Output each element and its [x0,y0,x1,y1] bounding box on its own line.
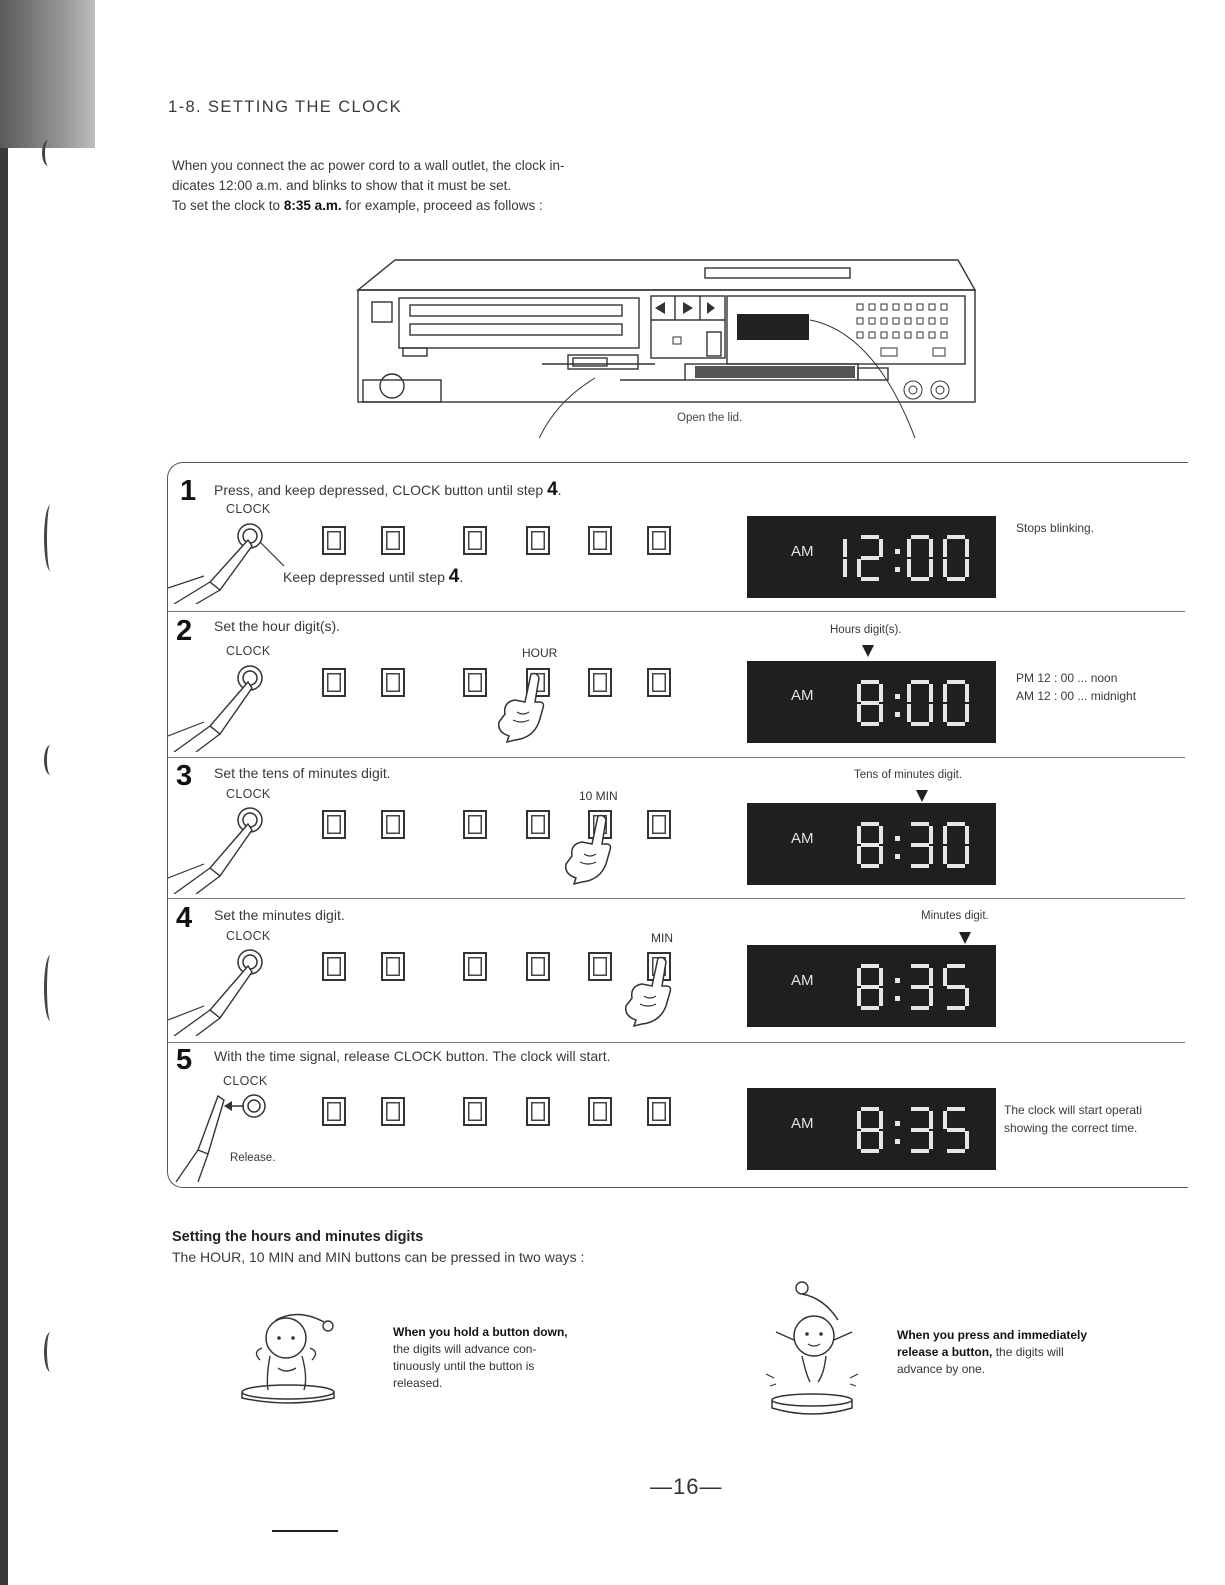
digit-segment [857,684,861,702]
remote-button[interactable] [526,810,550,839]
clock-button-label: CLOCK [226,644,271,658]
caption-arrow-icon [862,645,874,657]
digit-segment [911,1107,929,1111]
jumping-child-illustration [762,1278,870,1418]
am-indicator: AM [791,687,814,704]
remote-button[interactable] [588,526,612,555]
digit-segment [861,1149,879,1153]
colon-dot [895,694,900,699]
digit-segment [911,822,929,826]
digit-segment [857,1131,861,1149]
digit-segment [911,680,929,684]
digit-segment [947,535,965,539]
digit-segment [947,822,965,826]
digit-segment [929,968,933,986]
digit-segment [911,1149,929,1153]
digit-segment [947,1149,965,1153]
digit-segment [879,539,883,557]
step-3 [176,762,192,791]
clock-button-label: CLOCK [226,787,271,801]
seven-segment-time [819,813,994,877]
digit-segment [861,964,879,968]
digit-segment [911,535,929,539]
vcr-illustration [355,258,980,438]
digit-segment [943,704,947,722]
digit-segment [861,680,879,684]
digit-segment [965,704,969,722]
remote-button[interactable] [526,526,550,555]
clock-start-note: The clock will start operati [1004,1103,1143,1117]
seven-segment-time [819,671,994,735]
digit-segment [965,684,969,702]
remote-button[interactable] [588,952,612,981]
remote-button[interactable] [463,526,487,555]
digit-segment [879,988,883,1006]
digit-segment [965,559,969,577]
digit-segment [947,577,965,581]
row-divider [168,1042,1185,1043]
remote-button[interactable] [322,952,346,981]
clock-display [747,661,996,743]
step-4 [176,904,192,933]
digit-segment [861,985,879,989]
seven-segment-time [819,1098,994,1162]
remote-button[interactable] [647,810,671,839]
digit-segment [911,843,929,847]
digit-segment [947,722,965,726]
digit-segment [907,704,911,722]
am-indicator: AM [791,830,814,847]
pen-releasing-clock-icon [168,1090,278,1182]
digit-segment [965,826,969,844]
digit-segment [965,846,969,864]
digit-segment [947,1107,965,1111]
digit-segment [857,704,861,722]
clock-display [747,516,996,598]
step-note [1016,669,1136,705]
digit-segment [861,843,879,847]
remote-button[interactable] [322,1097,346,1126]
digit-segment [857,1111,861,1129]
digit-segment [879,1131,883,1149]
colon-dot [895,567,900,572]
remote-button[interactable] [322,526,346,555]
digit-segment [861,1128,879,1132]
am-indicator: AM [791,972,814,989]
binding-hole-mark [42,140,55,166]
digit-segment [943,1111,947,1129]
clock-display [747,803,996,885]
digit-segment [929,1131,933,1149]
step-number: 2 [176,615,193,647]
clock-display [747,945,996,1027]
pen-pressing-clock-icon [168,944,278,1036]
digit-segment [965,539,969,557]
clock-button-label: CLOCK [226,502,271,516]
remote-button[interactable] [322,810,346,839]
digit-segment [911,985,929,989]
finger-pointer-icon [493,672,549,744]
digit-segment [947,864,965,868]
display-caption: Tens of minutes digit. [854,769,963,781]
digit-segment [843,559,847,577]
pen-pressing-clock-icon [168,802,278,894]
step-instruction: Set the hour digit(s). [214,618,341,634]
digit-segment [861,822,879,826]
digit-segment [929,559,933,577]
binding-hole-mark [44,955,57,1021]
digit-segment [911,577,929,581]
remote-button[interactable] [647,1097,671,1126]
seven-segment-time [819,955,994,1019]
digit-segment [861,1107,879,1111]
colon-dot [895,854,900,859]
digit-segment [879,968,883,986]
digit-segment [907,684,911,702]
remote-button[interactable] [381,526,405,555]
step-instruction: With the time signal, release CLOCK button. The clock will start. [214,1048,611,1064]
digit-segment [857,846,861,864]
digit-segment [857,988,861,1006]
section-title: 1-8. SETTING THE CLOCK [168,98,403,116]
digit-segment [861,864,879,868]
digit-segment [879,826,883,844]
digit-segment [943,539,947,557]
row-divider [168,898,1185,899]
colon-dot [895,1121,900,1126]
remote-button[interactable] [463,952,487,981]
digit-segment [879,704,883,722]
intro-line: To set the clock to 8:35 a.m. for example, proceed as follows : [172,198,543,213]
remote-button[interactable] [463,810,487,839]
pen-pressing-clock-icon [168,660,278,752]
step-note [1004,1101,1142,1137]
clock-button-label: CLOCK [226,929,271,943]
digits-heading: Setting the hours and minutes digits [172,1229,424,1245]
digit-segment [857,826,861,844]
remote-button[interactable] [588,668,612,697]
digit-segment [911,1006,929,1010]
ten-min-button-label: 10 MIN [579,789,618,803]
digit-segment [861,556,879,560]
footer-mark [272,1530,338,1532]
intro-line: dicates 12:00 a.m. and blinks to show that it must be set. [172,178,512,193]
remote-button[interactable] [463,668,487,697]
waiting-child-illustration [238,1308,350,1404]
finger-pointer-icon [620,956,676,1028]
intro-line: When you connect the ac power cord to a wall outlet, the clock in- [172,158,565,173]
display-caption: Minutes digit. [921,910,989,922]
digit-segment [965,988,969,1006]
digit-segment [947,680,965,684]
remote-button[interactable] [588,1097,612,1126]
digit-segment [879,684,883,702]
step-note: Stops blinking. [1016,521,1095,535]
step-number: 1 [180,475,197,507]
colon-dot [895,1139,900,1144]
remote-button[interactable] [526,952,550,981]
digit-segment [947,985,965,989]
row-divider [168,757,1185,758]
binding-hole-mark [44,1332,57,1372]
remote-button[interactable] [381,952,405,981]
min-button-label: MIN [651,931,673,945]
step-number: 4 [176,902,193,934]
digit-segment [843,539,847,557]
digit-segment [943,559,947,577]
colon-dot [895,549,900,554]
remote-button[interactable] [381,1097,405,1126]
remote-button[interactable] [322,668,346,697]
colon-dot [895,978,900,983]
step-number: 5 [176,1044,193,1076]
digit-segment [861,722,879,726]
digit-segment [907,559,911,577]
digit-segment [943,968,947,986]
open-lid-label: Open the lid. [677,412,743,424]
digit-segment [861,701,879,705]
digit-segment [929,846,933,864]
caption-arrow-icon [959,932,971,944]
binding-strip [0,0,8,1585]
colon-dot [895,712,900,717]
am-indicator: AM [791,543,814,560]
digit-segment [947,1006,965,1010]
pointer-line [258,540,288,568]
seven-segment-time [819,526,994,590]
digit-segment [879,1111,883,1129]
page-number: —16— [650,1474,723,1499]
keep-depressed-label: Keep depressed until step 4. [283,566,464,587]
digit-segment [911,722,929,726]
caption-arrow-icon [916,790,928,802]
step-instruction: Press, and keep depressed, CLOCK button until step 4. [214,479,562,500]
digit-segment [943,684,947,702]
digit-segment [911,864,929,868]
am-indicator: AM [791,1115,814,1132]
digit-segment [947,1128,965,1132]
colon-dot [895,836,900,841]
midnight-note: AM 12 : 00 ... midnight [1016,689,1137,703]
colon-dot [895,996,900,1001]
binding-hole-mark [44,505,57,571]
digit-segment [929,1111,933,1129]
digit-segment [947,964,965,968]
step-instruction: Set the tens of minutes digit. [214,765,391,781]
digit-segment [907,539,911,557]
step-2 [176,617,192,646]
digit-segment [857,968,861,986]
digit-segment [861,535,879,539]
intro-paragraph [172,156,564,216]
digit-segment [965,1131,969,1149]
binding-shadow [0,0,95,148]
example-time: 8:35 a.m. [283,198,342,213]
correct-time-note: showing the correct time. [1004,1121,1138,1135]
binding-hole-mark [44,745,57,775]
remote-button[interactable] [381,668,405,697]
digit-segment [879,846,883,864]
step-1 [180,477,196,506]
digit-segment [943,826,947,844]
clock-button-label: CLOCK [223,1074,268,1088]
digit-segment [929,988,933,1006]
digit-segment [861,577,879,581]
digit-segment [861,1006,879,1010]
clock-display [747,1088,996,1170]
digit-segment [929,539,933,557]
digit-segment [943,846,947,864]
step-number: 3 [176,760,193,792]
finger-pointer-icon [560,814,616,886]
remote-button[interactable] [526,1097,550,1126]
row-divider [168,611,1185,612]
release-label: Release. [230,1152,276,1164]
digit-segment [929,684,933,702]
digit-segment [929,826,933,844]
display-caption: Hours digit(s). [830,624,902,636]
remote-button[interactable] [381,810,405,839]
press-description: When you press and immediately release a button, the digits will advance by one. [897,1328,1088,1376]
hold-description: When you hold a button down, the digits will advance con- tinuously until the button is released. [393,1325,568,1390]
digit-segment [911,964,929,968]
remote-button[interactable] [647,668,671,697]
digit-segment [929,704,933,722]
remote-button[interactable] [647,526,671,555]
step-5 [176,1046,192,1075]
step-instruction: Set the minutes digit. [214,907,345,923]
digit-segment [911,1128,929,1132]
noon-note: PM 12 : 00 ... noon [1016,671,1118,685]
remote-button[interactable] [463,1097,487,1126]
digits-text: The HOUR, 10 MIN and MIN buttons can be pressed in two ways : [172,1249,585,1265]
hour-button-label: HOUR [522,646,558,660]
digit-segment [857,559,861,577]
